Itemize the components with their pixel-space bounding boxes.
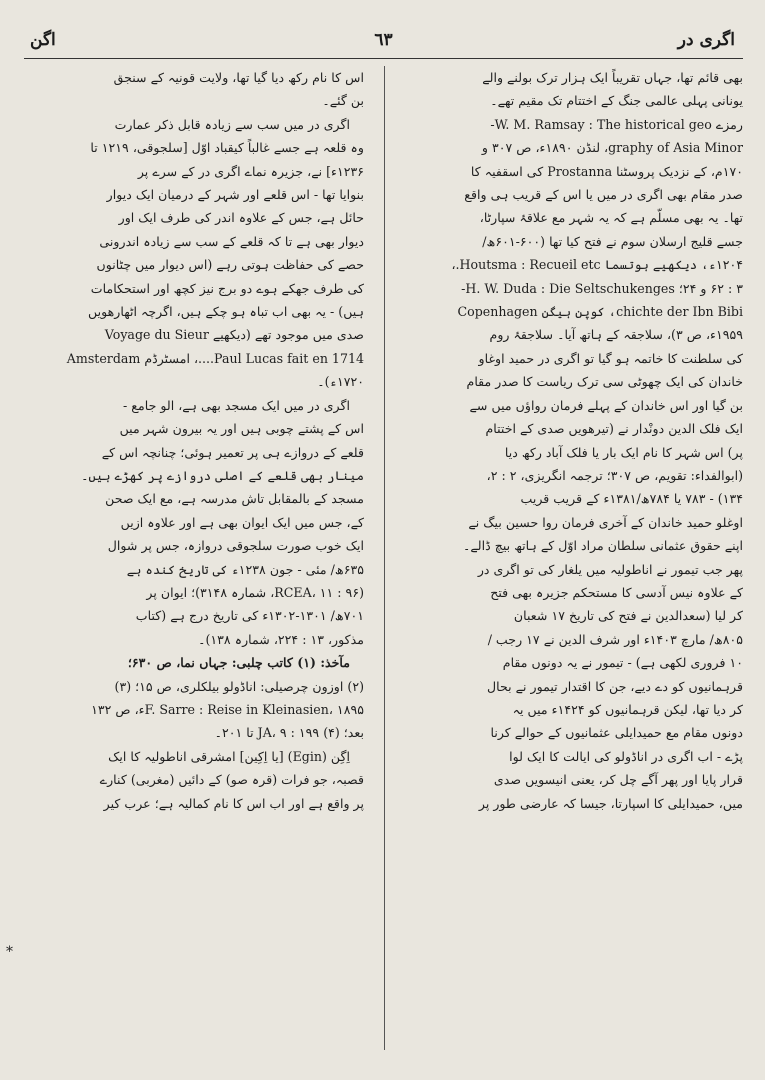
text-line: Paul Lucas fait en 1714....، امسٹرڈم Amsterdam [66, 350, 364, 366]
text-line: میں، حمیدایلی کا اسپارتا، جیسا کہ عارضی طور پر [478, 795, 743, 811]
text-line: پڑے - اب اگری در اناڈولو کی ایالت کا ایک لوا [509, 748, 743, 764]
text-line: chichte der Ibn Bibi، کوپن ہیگن Copenhagen [457, 304, 743, 320]
text-line: پر) اس شہر کا نام ایک بار یا فلک آباد رکھ دیا [504, 444, 743, 460]
text-line: کر دیا تھا، لیکن قرہمانیوں کو ۱۴۲۴ء میں یہ [512, 701, 743, 717]
text-line: (ابوالفداء: تقویم، ص ۳۰۷؛ ترجمہ انگریزی، ۲ : ۲، [486, 467, 743, 483]
text-line: ۱۷۲۰ء)۔ [317, 374, 364, 390]
text-line: دونوں مقام مع حمیدایلی عثمانیوں کے حوالے کرنا [490, 725, 743, 741]
left-column [24, 66, 364, 1050]
text-line: کے، جس میں ایک ایوان بھی ہے اور علاوہ ازیں [120, 514, 364, 530]
text-line: بنوایا تھا - اس قلعے اور شہر کے درمیان ایک دیوار [106, 187, 364, 203]
text-line: (۲) اوزون چرصیلی: اناڈولو بیلکلری، ص ۱۵؛ (۳) [114, 678, 364, 694]
text-line: ۱۲۰۴ء، دیکھیے ہوتسما Houtsma : Recueil etc.، [451, 257, 743, 273]
running-title-left: اگن [30, 30, 56, 50]
text-line: مذکور، ۱۳ : ۲۲۴، شمارہ ۱۳۸)۔ [198, 631, 364, 647]
page-header [24, 26, 743, 59]
text-line: کے علاوہ نیس آدسی کا مستحکم جزیرہ بھی فتح [490, 584, 743, 600]
text-line: قصبہ، جو فرات (قرہ صو) کے دائیں (مغربی) کنارے [99, 772, 364, 788]
text-line: F. Sarre : Reise in Kleinasien، ۱۸۹۵ء، ص ۱۳۲ [91, 701, 364, 717]
text-line: مسجد کے بالمقابل تاش مدرسہ ہے، مع ایک صحن [105, 491, 364, 507]
text-line: ایک خوب صورت سلجوقی دروازہ، جس پر شوال [107, 538, 364, 554]
text-line: یونانی پہلی عالمی جنگ کے اختتام تک مقیم تھے۔ [490, 93, 743, 109]
text-line: بعد؛ (۴) JA، ۹ : ۱۹۹ تا ۲۰۱۔ [214, 725, 364, 741]
text-line: قلعے کے دروازے ہی پر تعمیر ہوئی؛ چنانچہ اس کے [101, 444, 364, 460]
text-line: صدر مقام بھی اگری در میں یا اس کے قریب ہی واقع [464, 187, 743, 203]
text-line: ۶۳۵ھ/ مئی - جون ۱۲۳۸ء کی تاریخ کندہ ہے [126, 561, 364, 577]
text-line: graphy of Asia Minor، لنڈن ۱۸۹۰ء، ص ۳۰۷ و [481, 140, 743, 156]
text-line: اگری در میں ایک مسجد بھی ہے، الو جامع - [123, 397, 350, 413]
text-line: اوغلو حمید خاندان کے آخری فرمان روا حسین بیگ نے [468, 514, 743, 530]
text-line: ہیں) - یہ بھی اب تباہ ہو چکے ہیں، اگرچہ اٹھارھویں [88, 304, 364, 320]
text-line: مینار بھی قلعے کے اصلی دروازے پر کھڑے ہیں۔ [81, 467, 364, 483]
text-line: بن گئے۔ [322, 93, 364, 109]
text-line: کی سلطنت کا خاتمہ ہو گیا تو اگری در حمید اوغاو [478, 350, 743, 366]
text-line: اِگِن (Egin) [یا اِکِین] امشرقی اناطولیہ کا ایک [108, 748, 350, 764]
text-line: پر واقع ہے اور اب اس کا نام کمالیہ ہے؛ عرب کیر [103, 795, 364, 811]
text-line: وہ قلعہ ہے جسے غالباً کیقباد اوّل [سلجوقی، ۱۲۱۹ تا [90, 140, 364, 156]
text-line: دیوار بھی ہے تا کہ قلعے کے سب سے زیادہ اندرونی [99, 233, 364, 249]
text-line: بھی قائم تھا، جہاں تقریباً ایک ہزار ترک بولنے والے [482, 70, 743, 85]
text-line: حصے کی حفاظت ہوتی رہے (اس دیوار میں چٹانوں [96, 257, 364, 273]
text-line: حائل ہے، جس کے علاوہ اندر کی طرف ایک اور [118, 210, 364, 226]
text-line: اگری در میں سب سے زیادہ قابل ذکر عمارت [114, 116, 350, 132]
text-line: رمزے W. M. Ramsay : The historical geo- [490, 116, 743, 132]
text-line: کی طرف جھکے ہوے دو برج نیز کچھ اور استحکامات [90, 280, 364, 296]
text-line: ۱۷۰م، کے نزدیک پروسٹنا Prostanna کی اسقفیہ کا [470, 163, 743, 179]
running-title-right: اگری در [677, 30, 735, 50]
text-line: بن گیا اور اس خاندان کے پہلے فرمان رواؤں میں سے [469, 397, 743, 413]
text-line: خاندان کی ایک چھوٹی سی ترک ریاست کا صدر مقام [466, 374, 743, 390]
text-line: ایک فلک الدین دونْدار نے (تیرھویں صدی کے اختتام [485, 421, 743, 437]
entry-star-marker: * [6, 944, 13, 960]
text-line: ۳ : ۶۲ و ۲۴؛ H. W. Duda : Die Seltschukenges- [461, 280, 743, 296]
text-line: اس کے پشتے چوبی ہیں اور یہ بیرون شہر میں [119, 421, 364, 437]
text-line: قرار پایا اور پھر آگے چل کر، یعنی انیسویں صدی [493, 772, 743, 788]
text-line: ۱۹۵۹ء، ص ۳)، سلاجقہ کے ہاتھ آیا۔ سلاجقۂ روم [489, 327, 743, 343]
right-column [403, 66, 743, 1050]
text-line: (RCEA، ۱۱ : ۹۶، شمارہ ۳۱۴۸)؛ ایوان پر [146, 584, 364, 600]
text-line: مآخذ: (۱) کاتب چلبی: جہاں نما، ص ۶۳۰؛ [127, 655, 350, 671]
text-line: جسے قلیج ارسلان سوم نے فتح کیا تھا (۶۰۰-۶۰۱ھ/ [482, 233, 743, 249]
text-line: قرہمانیوں کو دے دیے، جن کا اقتدار تیمور نے بحال [487, 678, 743, 694]
page-number: ٦٣ [374, 30, 393, 50]
text-line: کر لیا (سعدالدین نے فتح کی تاریخ ۱۷ شعبان [513, 608, 743, 624]
text-line: ۱۰ فروری لکھی ہے) - تیمور نے یہ دونوں مقام [502, 655, 743, 671]
text-line: ۷۰۱ھ/ ۱۳۰۱-۱۳۰۲ء کی تاریخ درج ہے (کتاب [135, 608, 364, 624]
text-line: ۸۰۵ھ/ مارچ ۱۴۰۳ء اور شرف الدین نے ۱۷ رجب / [487, 631, 743, 647]
text-line: ۱۲۳۶ء] نے، جزیرہ نماے اگری در کے سرے پر [137, 163, 364, 179]
text-line: ۱۳۴) - ۷۸۳ یا ۷۸۴ھ/۱۳۸۱ء کے قریب قریب [520, 491, 743, 507]
text-line: تھا۔ یہ بھی مسلّم ہے کہ یہ شہر مع علاقۂ سپارٹا، [479, 210, 743, 226]
text-line: اپنے حقوق عثمانی سلطان مراد اوّل کے ہاتھ بیچ ڈالے۔ [463, 538, 743, 554]
text-line: پھر جب تیمور نے اناطولیہ میں یلغار کی تو اگری در [477, 561, 743, 577]
text-line: صدی میں موجود تھے (دیکھیے Voyage du Sieur [104, 327, 364, 343]
column-divider [384, 66, 385, 1050]
text-line: اس کا نام رکھ دیا گیا تھا، ولایت قونیہ کے سنجق [113, 70, 364, 85]
text-columns [24, 66, 743, 1050]
